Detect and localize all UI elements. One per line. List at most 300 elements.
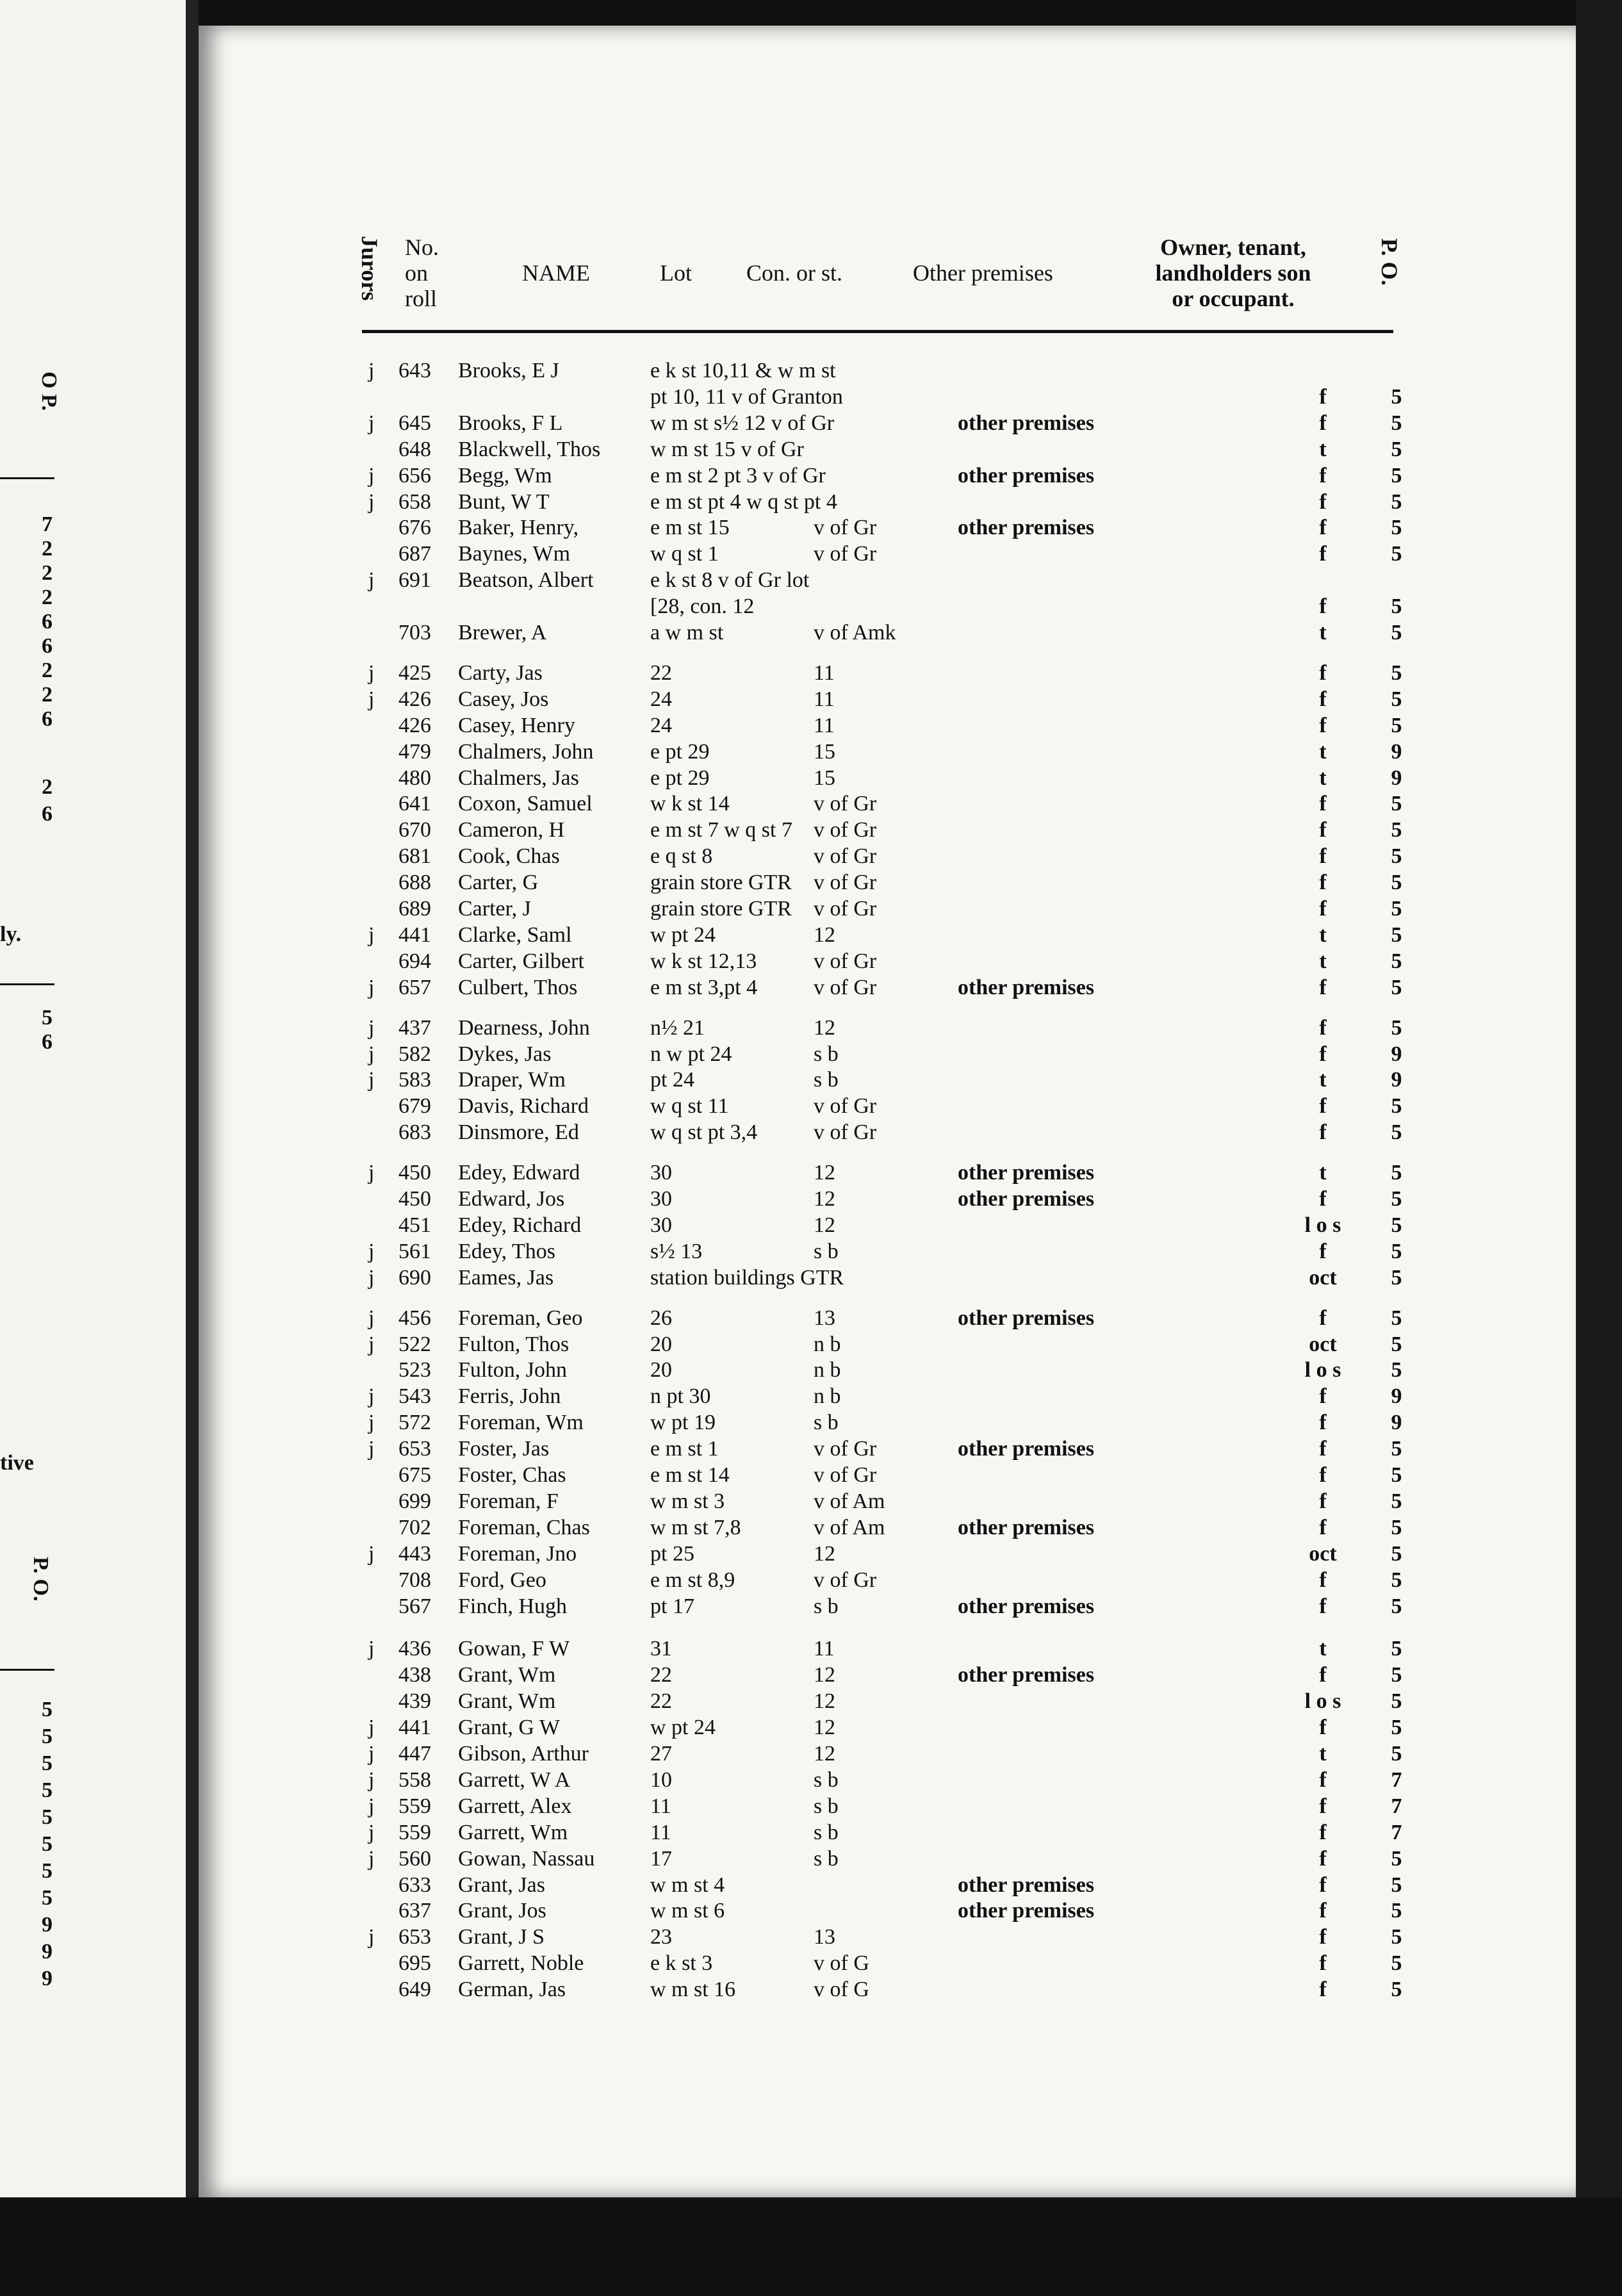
- concession: 13: [814, 1306, 835, 1330]
- concession: v of Gr: [814, 1120, 877, 1145]
- lot: pt 24: [650, 1068, 694, 1092]
- post-office: 5: [1391, 660, 1402, 685]
- owner-status: oct: [1309, 1541, 1337, 1566]
- elector-name: Grant, G W: [458, 1716, 560, 1740]
- elector-name: Cook, Chas: [458, 844, 560, 869]
- lot: 30: [650, 1213, 672, 1237]
- concession: 13: [814, 1925, 835, 1949]
- owner-status: f: [1319, 411, 1327, 435]
- elector-name: Baker, Henry,: [458, 516, 579, 540]
- left-number: 6: [42, 634, 53, 658]
- left-number: 5: [42, 1832, 53, 1856]
- elector-name: Fulton, John: [458, 1358, 568, 1382]
- lot: 22: [650, 1663, 672, 1687]
- owner-status: f: [1319, 1437, 1327, 1461]
- post-office: 7: [1391, 1820, 1402, 1844]
- concession: v of Gr: [814, 844, 877, 869]
- roll-number: 681: [398, 844, 431, 869]
- owner-status: f: [1319, 1187, 1327, 1211]
- other-premises: other premises: [958, 1663, 1095, 1687]
- lot: w q st 11: [650, 1094, 729, 1119]
- concession: 15: [814, 739, 835, 764]
- other-premises: other premises: [958, 1306, 1095, 1330]
- post-office: 5: [1391, 463, 1402, 488]
- lot: e k st 3: [650, 1951, 713, 1976]
- post-office: 5: [1391, 1846, 1402, 1871]
- lot: e k st 10,11 & w m st: [650, 359, 836, 382]
- post-office: 5: [1391, 1663, 1402, 1687]
- lot: 30: [650, 1187, 672, 1211]
- owner-status: f: [1319, 1384, 1327, 1409]
- juror-mark: j: [368, 1820, 375, 1844]
- lot: 10: [650, 1767, 672, 1792]
- owner-status: f: [1319, 1120, 1327, 1145]
- other-premises: other premises: [958, 516, 1095, 540]
- post-office: 5: [1391, 713, 1402, 737]
- roll-number: 450: [398, 1187, 431, 1211]
- roll-number: 438: [398, 1663, 431, 1687]
- header-other: Other premises: [913, 260, 1053, 286]
- owner-status: f: [1319, 1978, 1327, 2002]
- juror-mark: j: [368, 489, 375, 514]
- post-office: 5: [1391, 1358, 1402, 1382]
- lot: e m st pt 4 w q st pt 4: [650, 489, 837, 514]
- concession: s b: [814, 1042, 839, 1066]
- juror-mark: j: [368, 1716, 375, 1740]
- juror-mark: j: [368, 1742, 375, 1766]
- elector-name: Casey, Jos: [458, 687, 549, 711]
- roll-number: 656: [398, 463, 431, 488]
- owner-status: f: [1319, 818, 1327, 842]
- roll-number: 582: [398, 1042, 431, 1066]
- post-office: 5: [1391, 871, 1402, 895]
- elector-name: Beatson, Albert: [458, 568, 594, 593]
- lot: e m st 1: [650, 1437, 719, 1461]
- elector-name: Grant, J S: [458, 1925, 545, 1949]
- roll-number: 437: [398, 1015, 431, 1040]
- elector-name: Draper, Wm: [458, 1068, 566, 1092]
- roll-number: 439: [398, 1689, 431, 1714]
- concession: v of Am: [814, 1515, 885, 1539]
- post-office: 5: [1391, 1161, 1402, 1185]
- post-office: 5: [1391, 384, 1402, 409]
- left-number: 5: [42, 1886, 53, 1910]
- elector-name: Garrett, Wm: [458, 1820, 568, 1844]
- lot: 24: [650, 687, 672, 711]
- lot: n w pt 24: [650, 1042, 732, 1066]
- elector-name: Brewer, A: [458, 621, 547, 644]
- header-con: Con. or st.: [746, 260, 843, 286]
- post-office: 5: [1391, 1568, 1402, 1592]
- other-premises: other premises: [958, 1161, 1095, 1185]
- post-office: 5: [1391, 516, 1402, 540]
- roll-number: 648: [398, 437, 431, 461]
- elector-name: Dykes, Jas: [458, 1042, 552, 1066]
- juror-mark: j: [368, 1042, 375, 1066]
- lot: 22: [650, 1689, 672, 1714]
- post-office: 5: [1391, 1332, 1402, 1356]
- left-number: 2: [42, 586, 53, 609]
- concession: 12: [814, 1015, 835, 1040]
- lot: e pt 29: [650, 739, 710, 764]
- post-office: 5: [1391, 411, 1402, 435]
- lot: 30: [650, 1161, 672, 1185]
- post-office: 9: [1391, 1042, 1402, 1066]
- roll-number: 426: [398, 713, 431, 737]
- concession: 12: [814, 1541, 835, 1566]
- post-office: 5: [1391, 542, 1402, 566]
- roll-number: 687: [398, 542, 431, 566]
- lot: n½ 21: [650, 1015, 705, 1040]
- lot: pt 17: [650, 1594, 694, 1618]
- owner-status: f: [1319, 1899, 1327, 1923]
- owner-status: f: [1319, 1873, 1327, 1897]
- roll-number: 637: [398, 1899, 431, 1923]
- elector-name: Begg, Wm: [458, 463, 552, 488]
- elector-name: Carter, G: [458, 871, 539, 895]
- lot: w pt 24: [650, 1716, 716, 1740]
- concession: 12: [814, 1742, 835, 1766]
- header-jurors: Jurors: [357, 236, 382, 301]
- concession: v of Gr: [814, 1094, 877, 1119]
- concession: 11: [814, 713, 835, 737]
- post-office: 5: [1391, 1541, 1402, 1566]
- left-divider: [0, 1669, 54, 1671]
- elector-name: Dearness, John: [458, 1015, 590, 1040]
- roll-number: 683: [398, 1120, 431, 1145]
- roll-number: 543: [398, 1384, 431, 1409]
- concession: v of G: [814, 1978, 869, 2002]
- juror-mark: j: [368, 1794, 375, 1818]
- owner-status: f: [1319, 1951, 1327, 1976]
- juror-mark: j: [368, 922, 375, 947]
- lot: pt 10, 11 v of Granton: [650, 384, 843, 409]
- owner-status: oct: [1309, 1265, 1337, 1290]
- lot: station buildings GTR: [650, 1265, 844, 1290]
- left-fragment-tive: tive: [0, 1451, 34, 1475]
- post-office: 5: [1391, 975, 1402, 999]
- left-fragment-ly: ly.: [0, 922, 22, 946]
- post-office: 5: [1391, 1015, 1402, 1040]
- juror-mark: j: [368, 463, 375, 488]
- left-number: 2: [42, 537, 53, 561]
- roll-number: 699: [398, 1489, 431, 1513]
- lot: e k st 8 v of Gr lot: [650, 568, 810, 593]
- concession: n b: [814, 1358, 841, 1382]
- roll-number: 559: [398, 1820, 431, 1844]
- owner-status: f: [1319, 1306, 1327, 1330]
- juror-mark: j: [368, 1541, 375, 1566]
- roll-number: 695: [398, 1951, 431, 1976]
- left-number: 6: [42, 707, 53, 731]
- roll-number: 657: [398, 975, 431, 999]
- lot: w m st 16: [650, 1978, 736, 2002]
- post-office: 5: [1391, 1306, 1402, 1330]
- post-office: 5: [1391, 1716, 1402, 1740]
- concession: 12: [814, 1663, 835, 1687]
- owner-status: f: [1319, 1463, 1327, 1487]
- gutter-shadow: [186, 0, 199, 2296]
- left-divider: [0, 983, 54, 985]
- concession: v of Gr: [814, 1463, 877, 1487]
- roll-number: 561: [398, 1239, 431, 1263]
- roll-number: 675: [398, 1463, 431, 1487]
- owner-status: f: [1319, 1489, 1327, 1513]
- other-premises: other premises: [958, 411, 1095, 435]
- lot: 22: [650, 660, 672, 685]
- lot: w m st s½ 12 v of Gr: [650, 411, 835, 435]
- lot: e pt 29: [650, 766, 710, 790]
- owner-status: f: [1319, 594, 1327, 619]
- concession: s b: [814, 1794, 839, 1818]
- juror-mark: j: [368, 1925, 375, 1949]
- owner-status: f: [1319, 1568, 1327, 1592]
- concession: v of Gr: [814, 1568, 877, 1592]
- post-office: 5: [1391, 437, 1402, 461]
- elector-name: Garrett, W A: [458, 1767, 571, 1792]
- elector-name: Davis, Richard: [458, 1094, 589, 1119]
- elector-name: Gibson, Arthur: [458, 1742, 589, 1766]
- concession: v of G: [814, 1951, 869, 1976]
- owner-status: t: [1319, 621, 1327, 644]
- post-office: 5: [1391, 922, 1402, 947]
- post-office: 5: [1391, 687, 1402, 711]
- roll-number: 649: [398, 1978, 431, 2002]
- elector-name: Chalmers, John: [458, 739, 594, 764]
- left-number: 9: [42, 1940, 53, 1964]
- elector-name: Foreman, Geo: [458, 1306, 583, 1330]
- lot: e m st 8,9: [650, 1568, 735, 1592]
- post-office: 5: [1391, 1637, 1402, 1661]
- concession: s b: [814, 1594, 839, 1618]
- elector-name: Edey, Richard: [458, 1213, 582, 1237]
- lot: grain store GTR: [650, 897, 792, 921]
- owner-status: l o s: [1304, 1213, 1341, 1237]
- roll-number: 688: [398, 871, 431, 895]
- elector-name: Cameron, H: [458, 818, 565, 842]
- lot: e m st 15: [650, 516, 730, 540]
- concession: 15: [814, 766, 835, 790]
- owner-status: f: [1319, 1094, 1327, 1119]
- roll-number: 456: [398, 1306, 431, 1330]
- left-number: 2: [42, 561, 53, 585]
- other-premises: other premises: [958, 1899, 1095, 1923]
- roll-number: 443: [398, 1541, 431, 1566]
- roll-number: 694: [398, 949, 431, 973]
- roll-number: 523: [398, 1358, 431, 1382]
- elector-name: Grant, Jas: [458, 1873, 545, 1897]
- concession: v of Gr: [814, 897, 877, 921]
- elector-name: Casey, Henry: [458, 713, 575, 737]
- post-office: 5: [1391, 1951, 1402, 1976]
- lot: w m st 3: [650, 1489, 725, 1513]
- other-premises: other premises: [958, 1873, 1095, 1897]
- roll-number: 450: [398, 1161, 431, 1185]
- roll-number: 708: [398, 1568, 431, 1592]
- header-lot: Lot: [660, 260, 692, 286]
- post-office: 7: [1391, 1767, 1402, 1792]
- left-number: 2: [42, 775, 53, 799]
- elector-name: Garrett, Alex: [458, 1794, 572, 1818]
- post-office: 5: [1391, 1120, 1402, 1145]
- concession: 12: [814, 1213, 835, 1237]
- owner-status: f: [1319, 384, 1327, 409]
- left-number: 6: [42, 802, 53, 826]
- roll-number: 645: [398, 411, 431, 435]
- concession: v of Gr: [814, 949, 877, 973]
- elector-name: Fulton, Thos: [458, 1332, 569, 1356]
- roll-number: 559: [398, 1794, 431, 1818]
- owner-status: t: [1319, 922, 1327, 947]
- juror-mark: j: [368, 975, 375, 999]
- roll-number: 653: [398, 1437, 431, 1461]
- elector-name: Garrett, Noble: [458, 1951, 584, 1976]
- post-office: 5: [1391, 818, 1402, 842]
- juror-mark: j: [368, 687, 375, 711]
- owner-status: oct: [1309, 1332, 1337, 1356]
- owner-status: f: [1319, 542, 1327, 566]
- elector-name: Clarke, Saml: [458, 922, 572, 947]
- post-office: 9: [1391, 766, 1402, 790]
- juror-mark: j: [368, 1637, 375, 1661]
- roll-number: 426: [398, 687, 431, 711]
- other-premises: other premises: [958, 1437, 1095, 1461]
- roll-number: 633: [398, 1873, 431, 1897]
- elector-name: Culbert, Thos: [458, 975, 578, 999]
- lot: w m st 7,8: [650, 1515, 741, 1539]
- concession: v of Amk: [814, 621, 896, 644]
- elector-name: Foster, Chas: [458, 1463, 566, 1487]
- concession: 12: [814, 1716, 835, 1740]
- owner-status: f: [1319, 1820, 1327, 1844]
- owner-status: f: [1319, 1594, 1327, 1618]
- lot: 26: [650, 1306, 672, 1330]
- lot: 31: [650, 1637, 672, 1661]
- other-premises: other premises: [958, 975, 1095, 999]
- lot: 23: [650, 1925, 672, 1949]
- post-office: 5: [1391, 1689, 1402, 1714]
- concession: v of Am: [814, 1489, 885, 1513]
- post-office: 5: [1391, 1873, 1402, 1897]
- elector-name: Eames, Jas: [458, 1265, 554, 1290]
- lot: w pt 24: [650, 922, 716, 947]
- concession: s b: [814, 1239, 839, 1263]
- roll-number: 583: [398, 1068, 431, 1092]
- lot: 20: [650, 1358, 672, 1382]
- elector-name: Gowan, Nassau: [458, 1846, 595, 1871]
- concession: n b: [814, 1384, 841, 1409]
- post-office: 5: [1391, 844, 1402, 869]
- roll-number: 658: [398, 489, 431, 514]
- owner-status: f: [1319, 1716, 1327, 1740]
- elector-name: Brooks, F L: [458, 411, 563, 435]
- left-number: 5: [42, 1751, 53, 1775]
- concession: 12: [814, 1187, 835, 1211]
- header-no-on-roll: No. on roll: [405, 234, 439, 311]
- concession: s b: [814, 1767, 839, 1792]
- roll-number: 690: [398, 1265, 431, 1290]
- roll-number: 703: [398, 621, 431, 644]
- roll-number: 670: [398, 818, 431, 842]
- elector-name: Edey, Thos: [458, 1239, 556, 1263]
- lot: e m st 2 pt 3 v of Gr: [650, 463, 826, 488]
- concession: s b: [814, 1068, 839, 1092]
- left-number: 5: [42, 1778, 53, 1802]
- owner-status: f: [1319, 897, 1327, 921]
- header-rule: [362, 330, 1393, 333]
- owner-status: f: [1319, 463, 1327, 488]
- post-office: 5: [1391, 1437, 1402, 1461]
- roll-number: 689: [398, 897, 431, 921]
- elector-name: Chalmers, Jas: [458, 766, 579, 790]
- concession: v of Gr: [814, 516, 877, 540]
- lot: w pt 19: [650, 1411, 716, 1435]
- roll-number: 441: [398, 1716, 431, 1740]
- post-office: 7: [1391, 1794, 1402, 1818]
- roll-number: 522: [398, 1332, 431, 1356]
- elector-name: Foreman, Wm: [458, 1411, 584, 1435]
- owner-status: f: [1319, 792, 1327, 816]
- juror-mark: j: [368, 1265, 375, 1290]
- concession: v of Gr: [814, 975, 877, 999]
- lot: 11: [650, 1820, 671, 1844]
- elector-name: Gowan, F W: [458, 1637, 570, 1661]
- concession: v of Gr: [814, 542, 877, 566]
- elector-name: Carty, Jas: [458, 660, 543, 685]
- concession: s b: [814, 1820, 839, 1844]
- owner-status: f: [1319, 1794, 1327, 1818]
- roll-number: 441: [398, 922, 431, 947]
- elector-name: Bunt, W T: [458, 489, 550, 514]
- roll-number: 567: [398, 1594, 431, 1618]
- post-office: 5: [1391, 1239, 1402, 1263]
- post-office: 5: [1391, 1489, 1402, 1513]
- juror-mark: j: [368, 1306, 375, 1330]
- elector-name: Baynes, Wm: [458, 542, 571, 566]
- post-office: 5: [1391, 489, 1402, 514]
- lot: 27: [650, 1742, 672, 1766]
- owner-status: f: [1319, 1239, 1327, 1263]
- post-office: 5: [1391, 1265, 1402, 1290]
- owner-status: t: [1319, 949, 1327, 973]
- owner-status: f: [1319, 516, 1327, 540]
- left-number: 5: [42, 1859, 53, 1883]
- roll-number: 558: [398, 1767, 431, 1792]
- roll-number: 572: [398, 1411, 431, 1435]
- lot: w k st 12,13: [650, 949, 757, 973]
- post-office: 9: [1391, 1068, 1402, 1092]
- juror-mark: j: [368, 1846, 375, 1871]
- post-office: 9: [1391, 739, 1402, 764]
- owner-status: f: [1319, 1925, 1327, 1949]
- concession: s b: [814, 1411, 839, 1435]
- owner-status: f: [1319, 713, 1327, 737]
- elector-name: Foreman, F: [458, 1489, 559, 1513]
- lot: e q st 8: [650, 844, 713, 869]
- juror-mark: j: [368, 1239, 375, 1263]
- owner-status: f: [1319, 1411, 1327, 1435]
- roll-number: 676: [398, 516, 431, 540]
- left-number: 2: [42, 659, 53, 682]
- concession: n b: [814, 1332, 841, 1356]
- elector-name: Coxon, Samuel: [458, 792, 593, 816]
- lot: 24: [650, 713, 672, 737]
- other-premises: other premises: [958, 1187, 1095, 1211]
- owner-status: f: [1319, 844, 1327, 869]
- header-owner: Owner, tenant, landholders son or occupant.: [1155, 234, 1311, 311]
- elector-name: German, Jas: [458, 1978, 566, 2002]
- elector-name: Grant, Jos: [458, 1899, 546, 1923]
